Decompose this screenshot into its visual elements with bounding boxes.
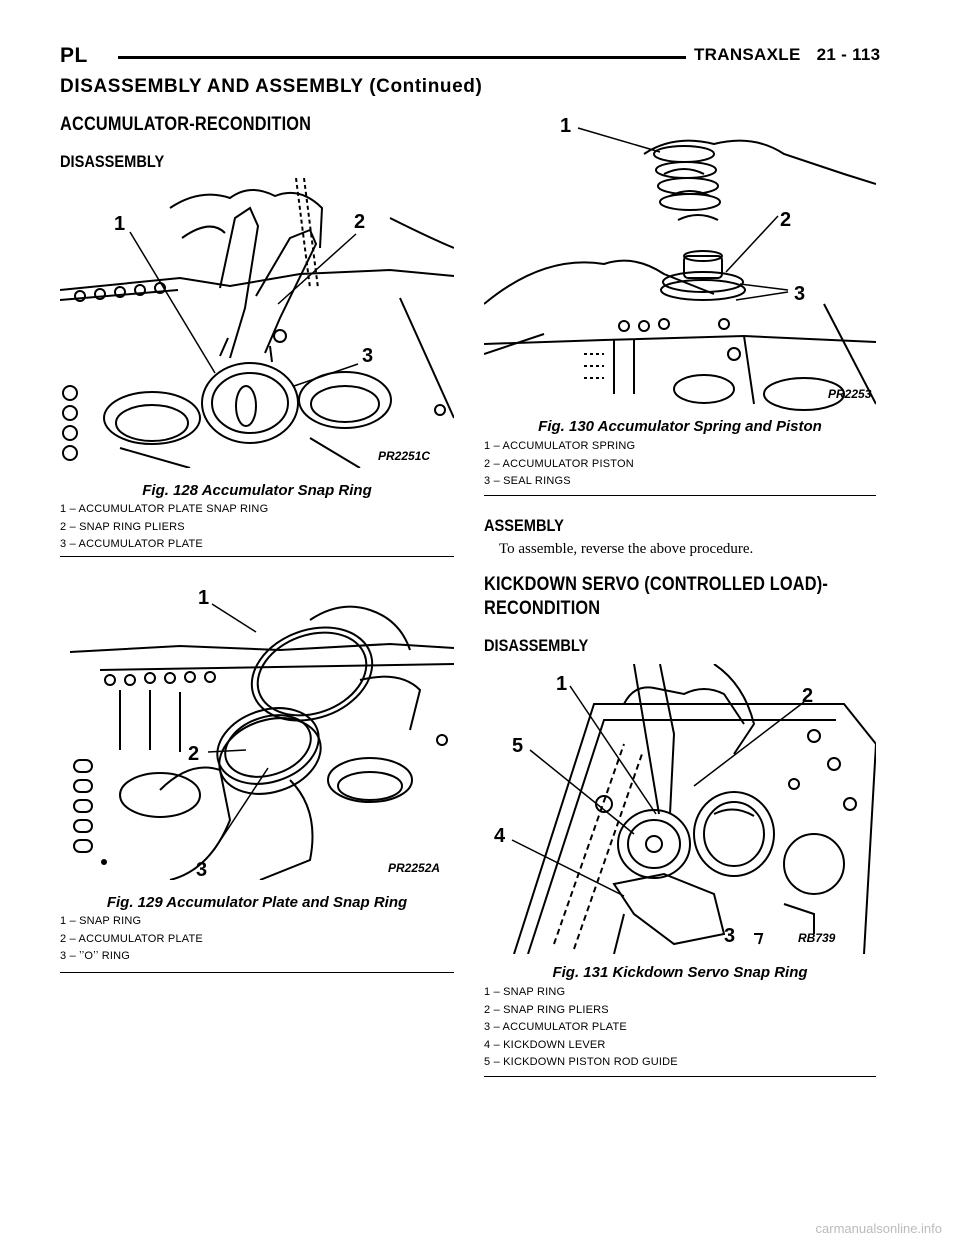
fig128-legend-item: 1 – ACCUMULATOR PLATE SNAP RING [60, 503, 269, 515]
fig128-callout-1: 1 [114, 213, 126, 235]
disassembly-heading-1: DISASSEMBLY [60, 152, 165, 171]
fig128-rule [60, 556, 454, 557]
fig131-callout-4: 4 [494, 825, 506, 847]
fig128-legend-item: 2 – SNAP RING PLIERS [60, 520, 185, 533]
fig128-part-number: PR2251C [378, 449, 431, 463]
fig131-callout-3: 3 [724, 925, 736, 947]
fig128-illustration [60, 178, 454, 468]
fig131-legend-item: 5 – KICKDOWN PISTON ROD GUIDE [484, 1056, 678, 1068]
fig129-legend [60, 913, 454, 966]
fig130-drawing [484, 104, 876, 412]
running-header [694, 45, 880, 65]
fig129-legend-item: 3 – ʼʼOʼʼ RING [60, 950, 131, 962]
fig128-drawing [60, 178, 454, 468]
continued-heading: DISASSEMBLY AND ASSEMBLY (Continued) [60, 76, 483, 97]
fig131-legend-item: 3 – ACCUMULATOR PLATE [484, 1021, 627, 1033]
fig128-legend [60, 501, 454, 554]
fig130-callout-3: 3 [794, 283, 806, 305]
fig130-legend-item: 2 – ACCUMULATOR PISTON [484, 457, 634, 470]
page-number: 21 - 113 [816, 45, 881, 64]
fig131-callout-5: 5 [512, 735, 524, 757]
fig129-callout-1: 1 [198, 587, 210, 609]
fig129-caption: Fig. 129 Accumulator Plate and Snap Ring [106, 894, 408, 911]
fig129-callout-3: 3 [196, 859, 208, 880]
fig130-rule [484, 495, 876, 496]
kickdown-heading-line1: KICKDOWN SERVO (CONTROLLED LOAD)- [484, 574, 828, 595]
fig128-caption: Fig. 128 Accumulator Snap Ring [142, 482, 372, 499]
fig128-callout-3: 3 [362, 345, 374, 367]
header-title: TRANSAXLE [694, 45, 801, 64]
fig129-rule [60, 972, 454, 973]
fig129-part-number: PR2252A [388, 861, 441, 875]
fig130-legend [484, 438, 876, 491]
fig130-caption: Fig. 130 Accumulator Spring and Piston [538, 418, 822, 435]
fig130-legend-item: 1 – ACCUMULATOR SPRING [484, 440, 636, 452]
fig131-callout-2: 2 [802, 685, 814, 707]
assembly-text: To assemble, reverse the above procedure. [499, 541, 754, 557]
fig131-caption: Fig. 131 Kickdown Servo Snap Ring [552, 964, 808, 981]
accumulator-recondition-heading: ACCUMULATOR-RECONDITION [60, 114, 312, 135]
fig129-legend-item: 2 – ACCUMULATOR PLATE [60, 932, 203, 945]
disassembly-heading-2: DISASSEMBLY [484, 636, 589, 655]
assembly-heading: ASSEMBLY [484, 516, 564, 535]
fig130-callout-2: 2 [780, 209, 792, 231]
fig131-drawing [484, 664, 876, 954]
fig130-callout-1: 1 [560, 115, 572, 137]
fig131-callout-1: 1 [556, 673, 568, 695]
fig131-rule [484, 1076, 876, 1077]
watermark: carmanualsonline.info [815, 1221, 942, 1236]
fig130-legend-item: 3 – SEAL RINGS [484, 475, 571, 487]
fig131-illustration [484, 664, 876, 954]
fig128-legend-item: 3 – ACCUMULATOR PLATE [60, 538, 203, 550]
fig130-part-number: PR2253 [828, 387, 872, 401]
fig129-callout-2: 2 [188, 743, 200, 765]
fig128-callout-2: 2 [354, 211, 366, 233]
section-code: PL [60, 44, 88, 67]
header-rule [118, 56, 686, 59]
fig131-legend-item: 1 – SNAP RING [484, 986, 566, 998]
fig129-illustration [60, 580, 454, 880]
fig131-legend [484, 984, 876, 1072]
fig131-legend-item: 2 – SNAP RING PLIERS [484, 1003, 609, 1016]
fig129-drawing [60, 580, 454, 880]
fig130-illustration [484, 104, 876, 412]
kickdown-heading-line2: RECONDITION [484, 598, 601, 619]
fig131-part-number: RB739 [798, 931, 836, 945]
fig129-legend-item: 1 – SNAP RING [60, 915, 142, 927]
fig131-legend-item: 4 – KICKDOWN LEVER [484, 1038, 606, 1051]
